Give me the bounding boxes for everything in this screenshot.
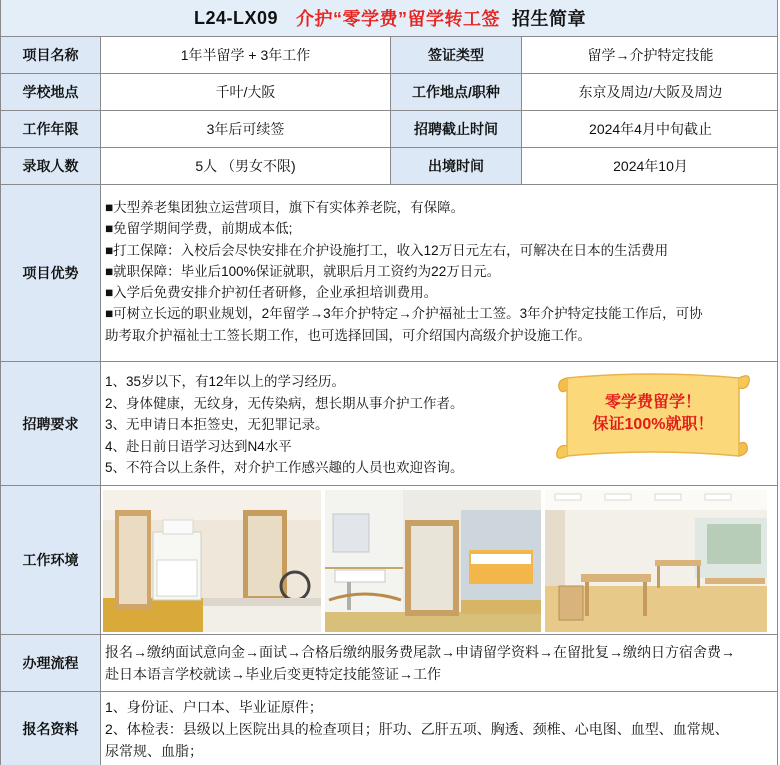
advantage-line: ■免留学期间学费，前期成本低;: [105, 221, 293, 237]
requirement-line: 2、身体健康，无纹身，无传染病，想长期从事介护工作者。: [105, 395, 464, 411]
promo-text: [571, 392, 735, 436]
documents-text: [101, 692, 778, 765]
advantage-line: 助考取介护福祉士工签长期工作，也可选择回国，可介绍国内高级介护设施工作。: [105, 327, 591, 343]
process-line: 报名→缴纳面试意向金→面试→合格后缴纳服务费尾款→申请留学资料→在留批复→缴纳日方宿舍费→: [105, 644, 735, 660]
advantage-line: ■大型养老集团独立运营项目，旗下有实体养老院，有保障。: [105, 200, 465, 215]
label-school-location: 学校地点: [1, 74, 101, 110]
process-line: 赴日本语言学校就读→毕业后变更特定技能签证→工作: [105, 666, 441, 682]
label-project-name: 项目名称: [1, 37, 101, 73]
info-row: [1, 37, 778, 74]
documents-row: [1, 692, 778, 765]
program-title-highlight: 介护“零学费”留学转工签: [296, 9, 501, 29]
program-title-suffix: 招生简章: [512, 9, 587, 29]
page-title: [1, 0, 778, 37]
requirement-line: 5、不符合以上条件，对介护工作感兴趣的人员也欢迎咨询。: [105, 460, 464, 475]
process-text: [101, 635, 778, 691]
value-visa-type: 留学→介护特定技能: [587, 47, 714, 63]
label-advantages: 项目优势: [1, 185, 101, 361]
document-line: 尿常规、血脂；: [105, 743, 203, 759]
document-line: 1、身份证、户口本、毕业证原件；: [105, 699, 323, 715]
environment-row: [1, 486, 778, 635]
value-headcount: 5人 （男女不限): [101, 148, 391, 184]
label-work-location: 工作地点/职种: [391, 74, 522, 110]
info-row: [1, 148, 778, 185]
value-departure: 2024年10月: [613, 158, 688, 174]
label-visa-type: 签证类型: [391, 37, 522, 73]
promo-line-1: 零学费留学！: [604, 394, 701, 411]
label-documents: 报名资料: [1, 692, 101, 765]
advantage-line: ■入学后免费安排介护初任者研修，企业承担培训费用。: [105, 285, 438, 301]
label-process: 办理流程: [1, 635, 101, 691]
label-deadline: 招聘截止时间: [391, 111, 522, 147]
document-line: 2、体检表：县级以上医院出具的检查项目；肝功、乙肝五项、胸透、颈椎、心电图、血型、血常规、: [105, 721, 729, 737]
advantages-text: [101, 185, 778, 361]
requirement-line: 3、无申请日本拒签史，无犯罪记录。: [105, 417, 329, 432]
requirement-line: 4、赴日前日语学习达到N4水平: [105, 438, 292, 454]
requirement-line: 1、35岁以下，有12年以上的学习经历。: [105, 374, 346, 389]
value-school-location: 千叶/大阪: [101, 74, 391, 110]
value-deadline: 2024年4月中旬截止: [589, 121, 712, 137]
advantage-line: ■就职保障：毕业后100%保证就职，就职后月工资约为22万日元。: [105, 263, 501, 279]
advantages-row: [1, 185, 778, 362]
value-work-location: 东京及周边/大阪及周边: [578, 84, 723, 100]
advantage-line: ■打工保障：入校后会尽快安排在介护设施打工，收入12万日元左右，可解决在日本的生活费用: [105, 242, 669, 258]
info-row: [1, 74, 778, 111]
process-row: [1, 635, 778, 692]
label-environment: 工作环境: [1, 486, 101, 634]
dining-photo-image: [545, 490, 767, 632]
label-departure: 出境时间: [391, 148, 522, 184]
promo-scroll-banner: [553, 368, 753, 468]
label-work-years: 工作年限: [1, 111, 101, 147]
value-work-years: 3年后可续签: [101, 111, 391, 147]
label-headcount: 录取人数: [1, 148, 101, 184]
info-row: [1, 111, 778, 148]
program-code: L24-LX09: [193, 7, 279, 28]
room-photo-image: [103, 490, 321, 632]
value-project-name: 1年半留学 + 3年工作: [101, 37, 391, 73]
advantage-line: ■可树立长远的职业规划，2年留学→3年介护特定→介护福祉士工签。3年介护特定技能工作后，可协: [105, 306, 703, 322]
requirements-row: [1, 362, 778, 486]
label-requirements: 招聘要求: [1, 362, 101, 485]
photo-dining-hall: [545, 490, 767, 632]
bathroom-photo-image: [325, 490, 541, 632]
promo-line-2: 保证100%就职！: [592, 416, 714, 433]
photo-bathroom: [325, 490, 541, 632]
photo-room: [103, 490, 321, 632]
